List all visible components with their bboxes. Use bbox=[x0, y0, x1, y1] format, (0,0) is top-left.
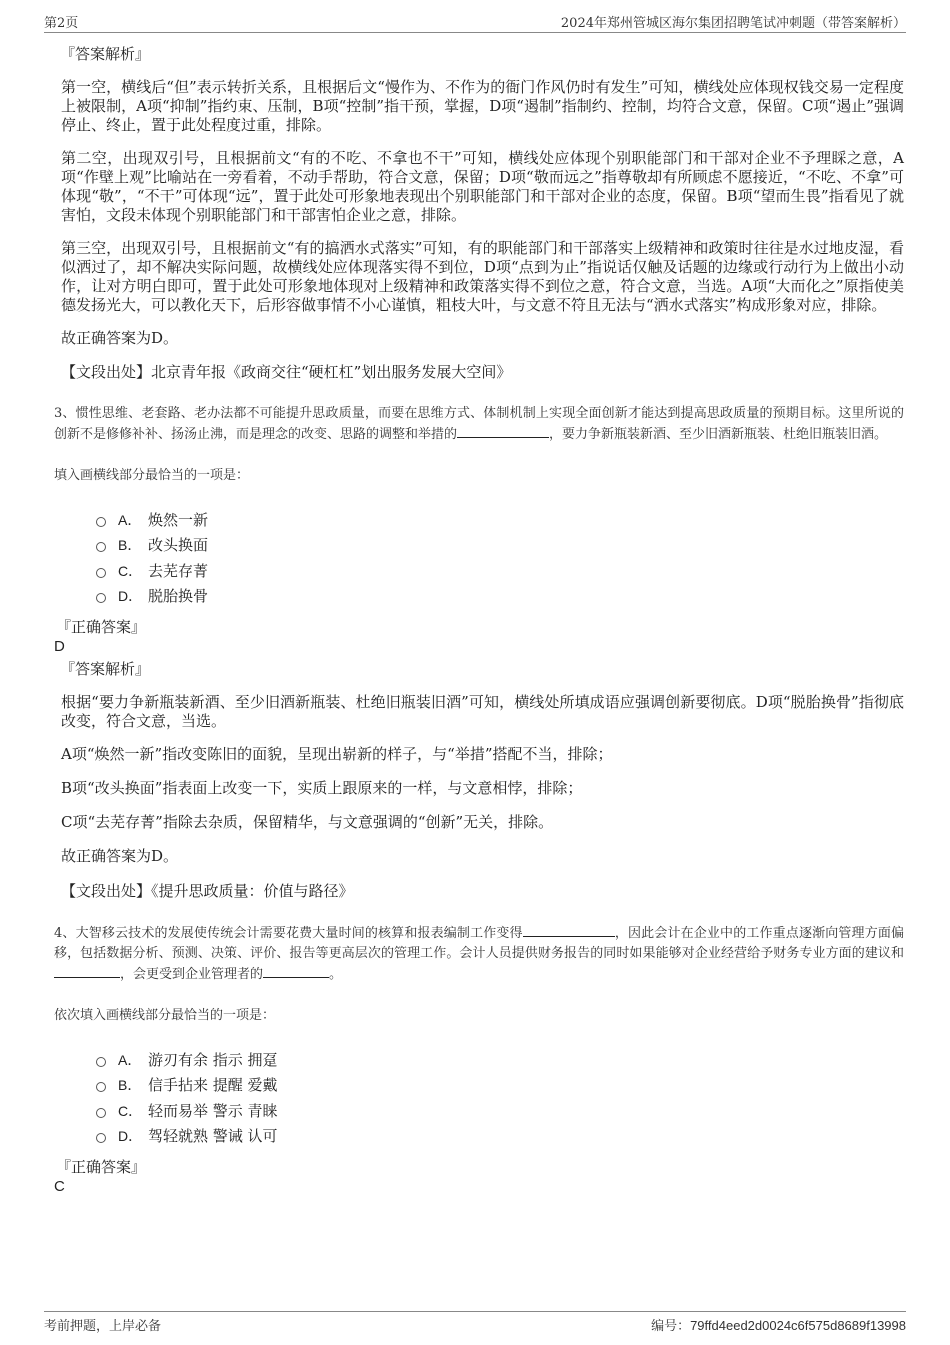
radio-icon[interactable] bbox=[96, 568, 106, 578]
q3-instruction: 填入画横线部分最恰当的一项是： bbox=[54, 468, 250, 483]
option-letter: C． bbox=[118, 1102, 143, 1119]
q4-stem-part-1: 4、大智移云技术的发展使传统会计需要花费大量时间的核算和报表编制工作变得 bbox=[54, 926, 523, 941]
page-footer bbox=[44, 1311, 906, 1336]
q3-answer-heading: 『正确答案』 bbox=[56, 618, 147, 636]
footer-slogan: 考前押题，上岸必备 bbox=[44, 1319, 162, 1334]
option-text: 去芜存菁 bbox=[148, 561, 209, 580]
q4-instruction: 依次填入画横线部分最恰当的一项是： bbox=[54, 1008, 276, 1023]
footer-code-label: 编号： bbox=[651, 1319, 691, 1334]
q4-stem bbox=[54, 923, 904, 985]
q4-option-d[interactable] bbox=[96, 1124, 904, 1150]
q4-blank-1 bbox=[523, 923, 615, 937]
q2-analysis bbox=[58, 44, 904, 382]
option-letter: D． bbox=[118, 1128, 143, 1145]
q3-analysis-para-2: A项“焕然一新”指改变陈旧的面貌，呈现出崭新的样子，与“举措”搭配不当，排除； bbox=[61, 745, 613, 763]
q4-stem-part-3: ，会更受到企业管理者的 bbox=[120, 967, 264, 982]
q4-answer-heading: 『正确答案』 bbox=[56, 1158, 147, 1176]
radio-icon[interactable] bbox=[96, 1082, 106, 1092]
q3-analysis-para-3: B项“改头换面”指表面上改变一下，实质上跟原来的一样，与文意相悖，排除； bbox=[61, 779, 583, 797]
radio-icon[interactable] bbox=[96, 1133, 106, 1143]
q2-source: 【文段出处】北京青年报《政商交往“硬杠杠”划出服务发展大空间》 bbox=[61, 363, 512, 381]
q4-answer: C bbox=[54, 1178, 65, 1195]
option-letter: A． bbox=[118, 1051, 142, 1068]
q3-stem-before: 3、惯性思维、老套路、老办法都不可能提升思政质量，而要在思维方式、体制机制上实现全面创新才能达到提高思政质量的预期目标。这里所说的创新不是修修补补、扬汤止沸，而是理念的改变、思路的调整和举措的 bbox=[54, 406, 904, 442]
q4-option-c[interactable] bbox=[96, 1098, 904, 1124]
radio-icon[interactable] bbox=[96, 542, 106, 552]
radio-icon[interactable] bbox=[96, 593, 106, 603]
q4-option-b[interactable] bbox=[96, 1073, 904, 1099]
page-header bbox=[44, 10, 906, 33]
option-letter: A． bbox=[118, 511, 142, 528]
option-text: 信手拈来 提醒 爱戴 bbox=[148, 1076, 278, 1095]
q3-analysis bbox=[58, 659, 904, 901]
q3-analysis-para-4: C项“去芜存菁”指除去杂质，保留精华，与文意强调的“创新”无关，排除。 bbox=[61, 813, 554, 831]
q3-option-b[interactable] bbox=[96, 533, 904, 559]
q3-analysis-para-1: 根据“要力争新瓶装新酒、至少旧酒新瓶装、杜绝旧瓶装旧酒”可知，横线处所填成语应强调创新要彻底。D项“脱胎换骨”指彻底改变，符合文意，当选。 bbox=[61, 693, 904, 730]
q3-option-d[interactable] bbox=[96, 584, 904, 610]
option-text: 驾轻就熟 警诫 认可 bbox=[148, 1127, 278, 1146]
option-letter: B． bbox=[118, 1077, 142, 1094]
q4-blank-3 bbox=[263, 964, 329, 978]
radio-icon[interactable] bbox=[96, 1108, 106, 1118]
q3 bbox=[54, 404, 904, 901]
q3-stem bbox=[54, 404, 904, 445]
option-letter: C． bbox=[118, 562, 143, 579]
q4-option-a[interactable] bbox=[96, 1047, 904, 1073]
q4-stem-part-4: 。 bbox=[329, 967, 343, 982]
q2-analysis-heading: 『答案解析』 bbox=[60, 45, 151, 63]
q2-analysis-para-3: 第三空，出现双引号，且根据前文“有的搞洒水式落实”可知，有的职能部门和干部落实上级精神和政策时往往是水过地皮湿，看似洒过了，却不解决实际问题，故横线处应体现落实得不到位，D项“点到为止”指说话仅触及话题的边缘或行动行为上做出小动作，让对方明白即可，置于此处可形象地体现对上级精神和政策落实得不到位之意，符合文意，当选。A项“大而化之”原指使美德发扬光大，可以教化天下，后形容做事情不小心谨慎，粗枝大叶，与文意不符且无法与“洒水式落实”构成形象对应，排除。 bbox=[61, 239, 904, 314]
q3-analysis-heading: 『答案解析』 bbox=[60, 660, 151, 678]
page-content bbox=[54, 44, 904, 1199]
q2-analysis-para-2: 第二空，出现双引号，且根据前文“有的不吃、不拿也不干”可知，横线处应体现个别职能部门和干部对企业不予理睬之意，A项“作壁上观”比喻站在一旁看着，不动手帮助，符合文意，保留；D项“敬而远之”指尊敬却有所顾虑不愿接近，“不吃、不拿”可体现“敬”，“不干”可体现“远”，置于此处可形象地表现出个别职能部门和干部对企业的态度，保留。B项“望而生畏”指看见了就害怕，文段未体现个别职能部门和干部害怕企业之意，排除。 bbox=[61, 149, 904, 224]
page-number: 第2页 bbox=[44, 16, 79, 31]
radio-icon[interactable] bbox=[96, 1057, 106, 1067]
q4-stem-part-2: ，因此会计在企业中的工作重点逐渐向管理方面偏移，包括数据分析、预测、决策、评价、报告等更高层次的管理工作。会计人员提供财务报告的同时如果能够对企业经营给予财务专业方面的建议和 bbox=[54, 926, 904, 961]
q3-blank bbox=[457, 424, 549, 438]
q3-options bbox=[96, 507, 904, 609]
radio-icon[interactable] bbox=[96, 517, 106, 527]
option-text: 焕然一新 bbox=[148, 510, 209, 529]
q3-stem-after: ，要力争新瓶装新酒、至少旧酒新瓶装、杜绝旧瓶装旧酒。 bbox=[549, 427, 888, 442]
option-text: 游刃有余 指示 拥趸 bbox=[148, 1050, 278, 1069]
option-letter: B． bbox=[118, 537, 142, 554]
option-text: 改头换面 bbox=[148, 536, 209, 555]
q3-option-a[interactable] bbox=[96, 507, 904, 533]
q3-answer: D bbox=[54, 638, 65, 655]
q3-option-c[interactable] bbox=[96, 558, 904, 584]
document-title: 2024年郑州管城区海尔集团招聘笔试冲刺题（带答案解析） bbox=[560, 16, 906, 31]
option-text: 轻而易举 警示 青睐 bbox=[148, 1101, 278, 1120]
q4-blank-2 bbox=[54, 964, 120, 978]
q4 bbox=[54, 923, 904, 1197]
q3-source: 【文段出处】《提升思政质量：价值与路径》 bbox=[61, 882, 354, 900]
q3-conclusion: 故正确答案为D。 bbox=[61, 847, 179, 865]
q2-analysis-para-1: 第一空，横线后“但”表示转折关系，且根据后文“慢作为、不作为的衙门作风仍时有发生”可知，横线处应体现权钱交易一定程度上被限制，A项“抑制”指约束、压制，B项“控制”指干预，掌握，D项“遏制”指制约、控制，均符合文意，保留。C项“遏止”强调停止、终止，置于此处程度过重，排除。 bbox=[61, 78, 904, 134]
q4-options bbox=[96, 1047, 904, 1149]
footer-code bbox=[651, 1315, 906, 1334]
footer-code-value: 79ffd4eed2d0024c6f575d8689f13998 bbox=[690, 1318, 906, 1333]
q2-conclusion: 故正确答案为D。 bbox=[61, 329, 179, 347]
option-text: 脱胎换骨 bbox=[148, 587, 209, 606]
option-letter: D． bbox=[118, 588, 143, 605]
